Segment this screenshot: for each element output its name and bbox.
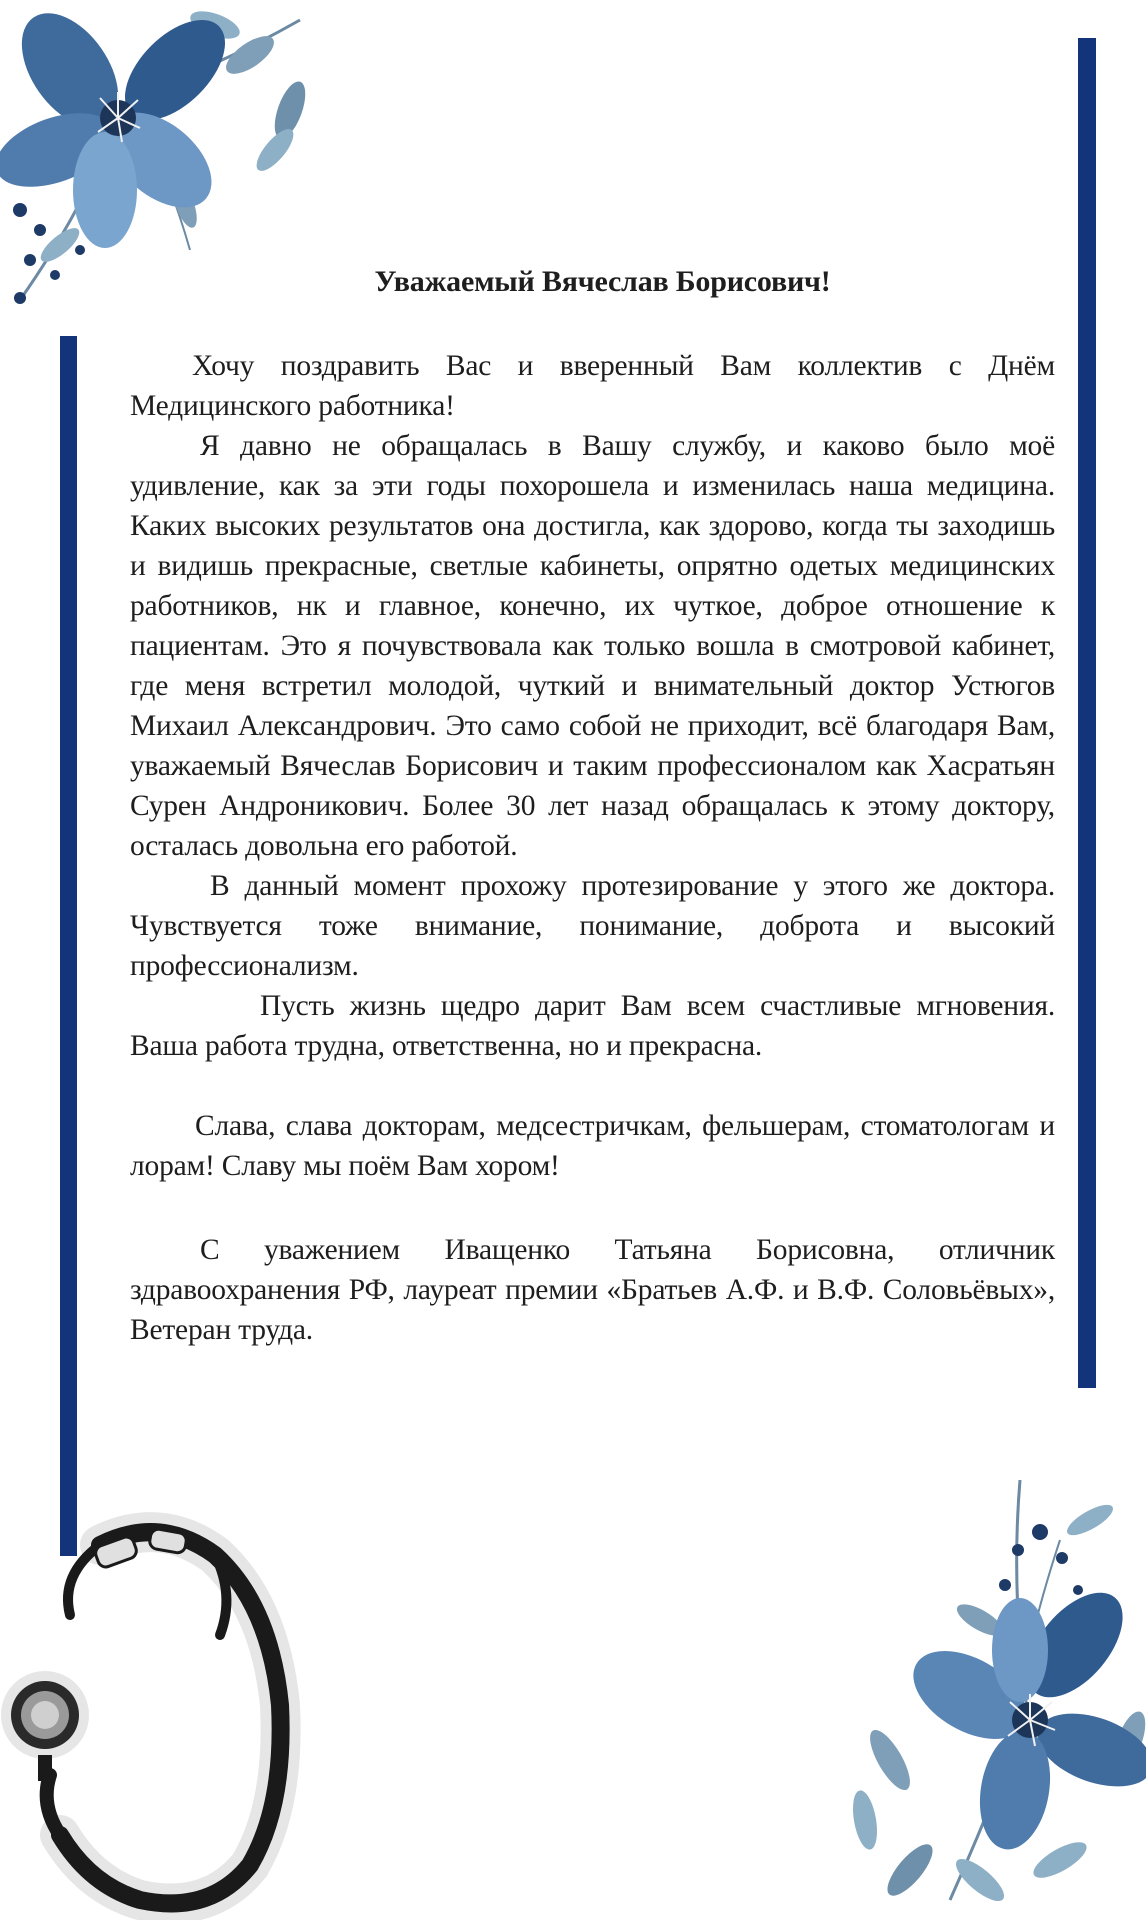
letter-body — [130, 262, 1055, 1350]
flower-bottom-right-icon — [830, 1480, 1146, 1920]
letter-title: Уважаемый Вячеслав Борисович! — [374, 265, 831, 298]
paragraph-signature: С уважением Иващенко Татьяна Борисовна, отличник здравоохранения РФ, лауреат премии «Братьев А.Ф. и В.Ф. Соловьёвых», Ветеран труда. — [130, 1234, 1055, 1346]
paragraph-main: Я давно не обращалась в Вашу службу, и каково было моё удивление, как за эти годы похорошела и изменилась наша медицина. Каких высоких результатов она достигла, как здорово, когда ты заходишь и видишь прекрасные, светлые кабинеты, опрятно одетых медицинских работников, нк и главное, конечно, их чуткое, доброе отношение к пациентам. Это я почувствовала как только вошла в смотровой кабинет, где меня встретил молодой, чуткий и внимательный доктор Устюгов Михаил Александрович. Это само собой не приходит, всё благодаря Вам, уважаемый Вячеслав Борисович и таким профессионалом как Хасратьян Сурен Андроникович. Более 30 лет назад обращалась к этому доктору, осталась довольна его работой. — [130, 430, 1055, 862]
decorative-bar-left — [60, 336, 77, 1556]
paragraph-greeting: Хочу поздравить Вас и вверенный Вам коллектив с Днём Медицинского работника! — [130, 350, 1055, 422]
paragraph-prosthetics: В данный момент прохожу протезирование у этого же доктора. Чувствуется тоже внимание, понимание, доброта и высокий профессионализм. — [130, 870, 1055, 982]
paragraph-wishes: Пусть жизнь щедро дарит Вам всем счастливые мгновения. Ваша работа трудна, ответственна, но и прекрасна. — [130, 990, 1055, 1062]
paragraph-glory: Слава, слава докторам, медсестричкам, фельшерам, стоматологам и лорам! Славу мы поём Вам хором! — [130, 1110, 1055, 1182]
stethoscope-icon — [0, 1505, 320, 1920]
decorative-bar-right — [1078, 38, 1096, 1388]
